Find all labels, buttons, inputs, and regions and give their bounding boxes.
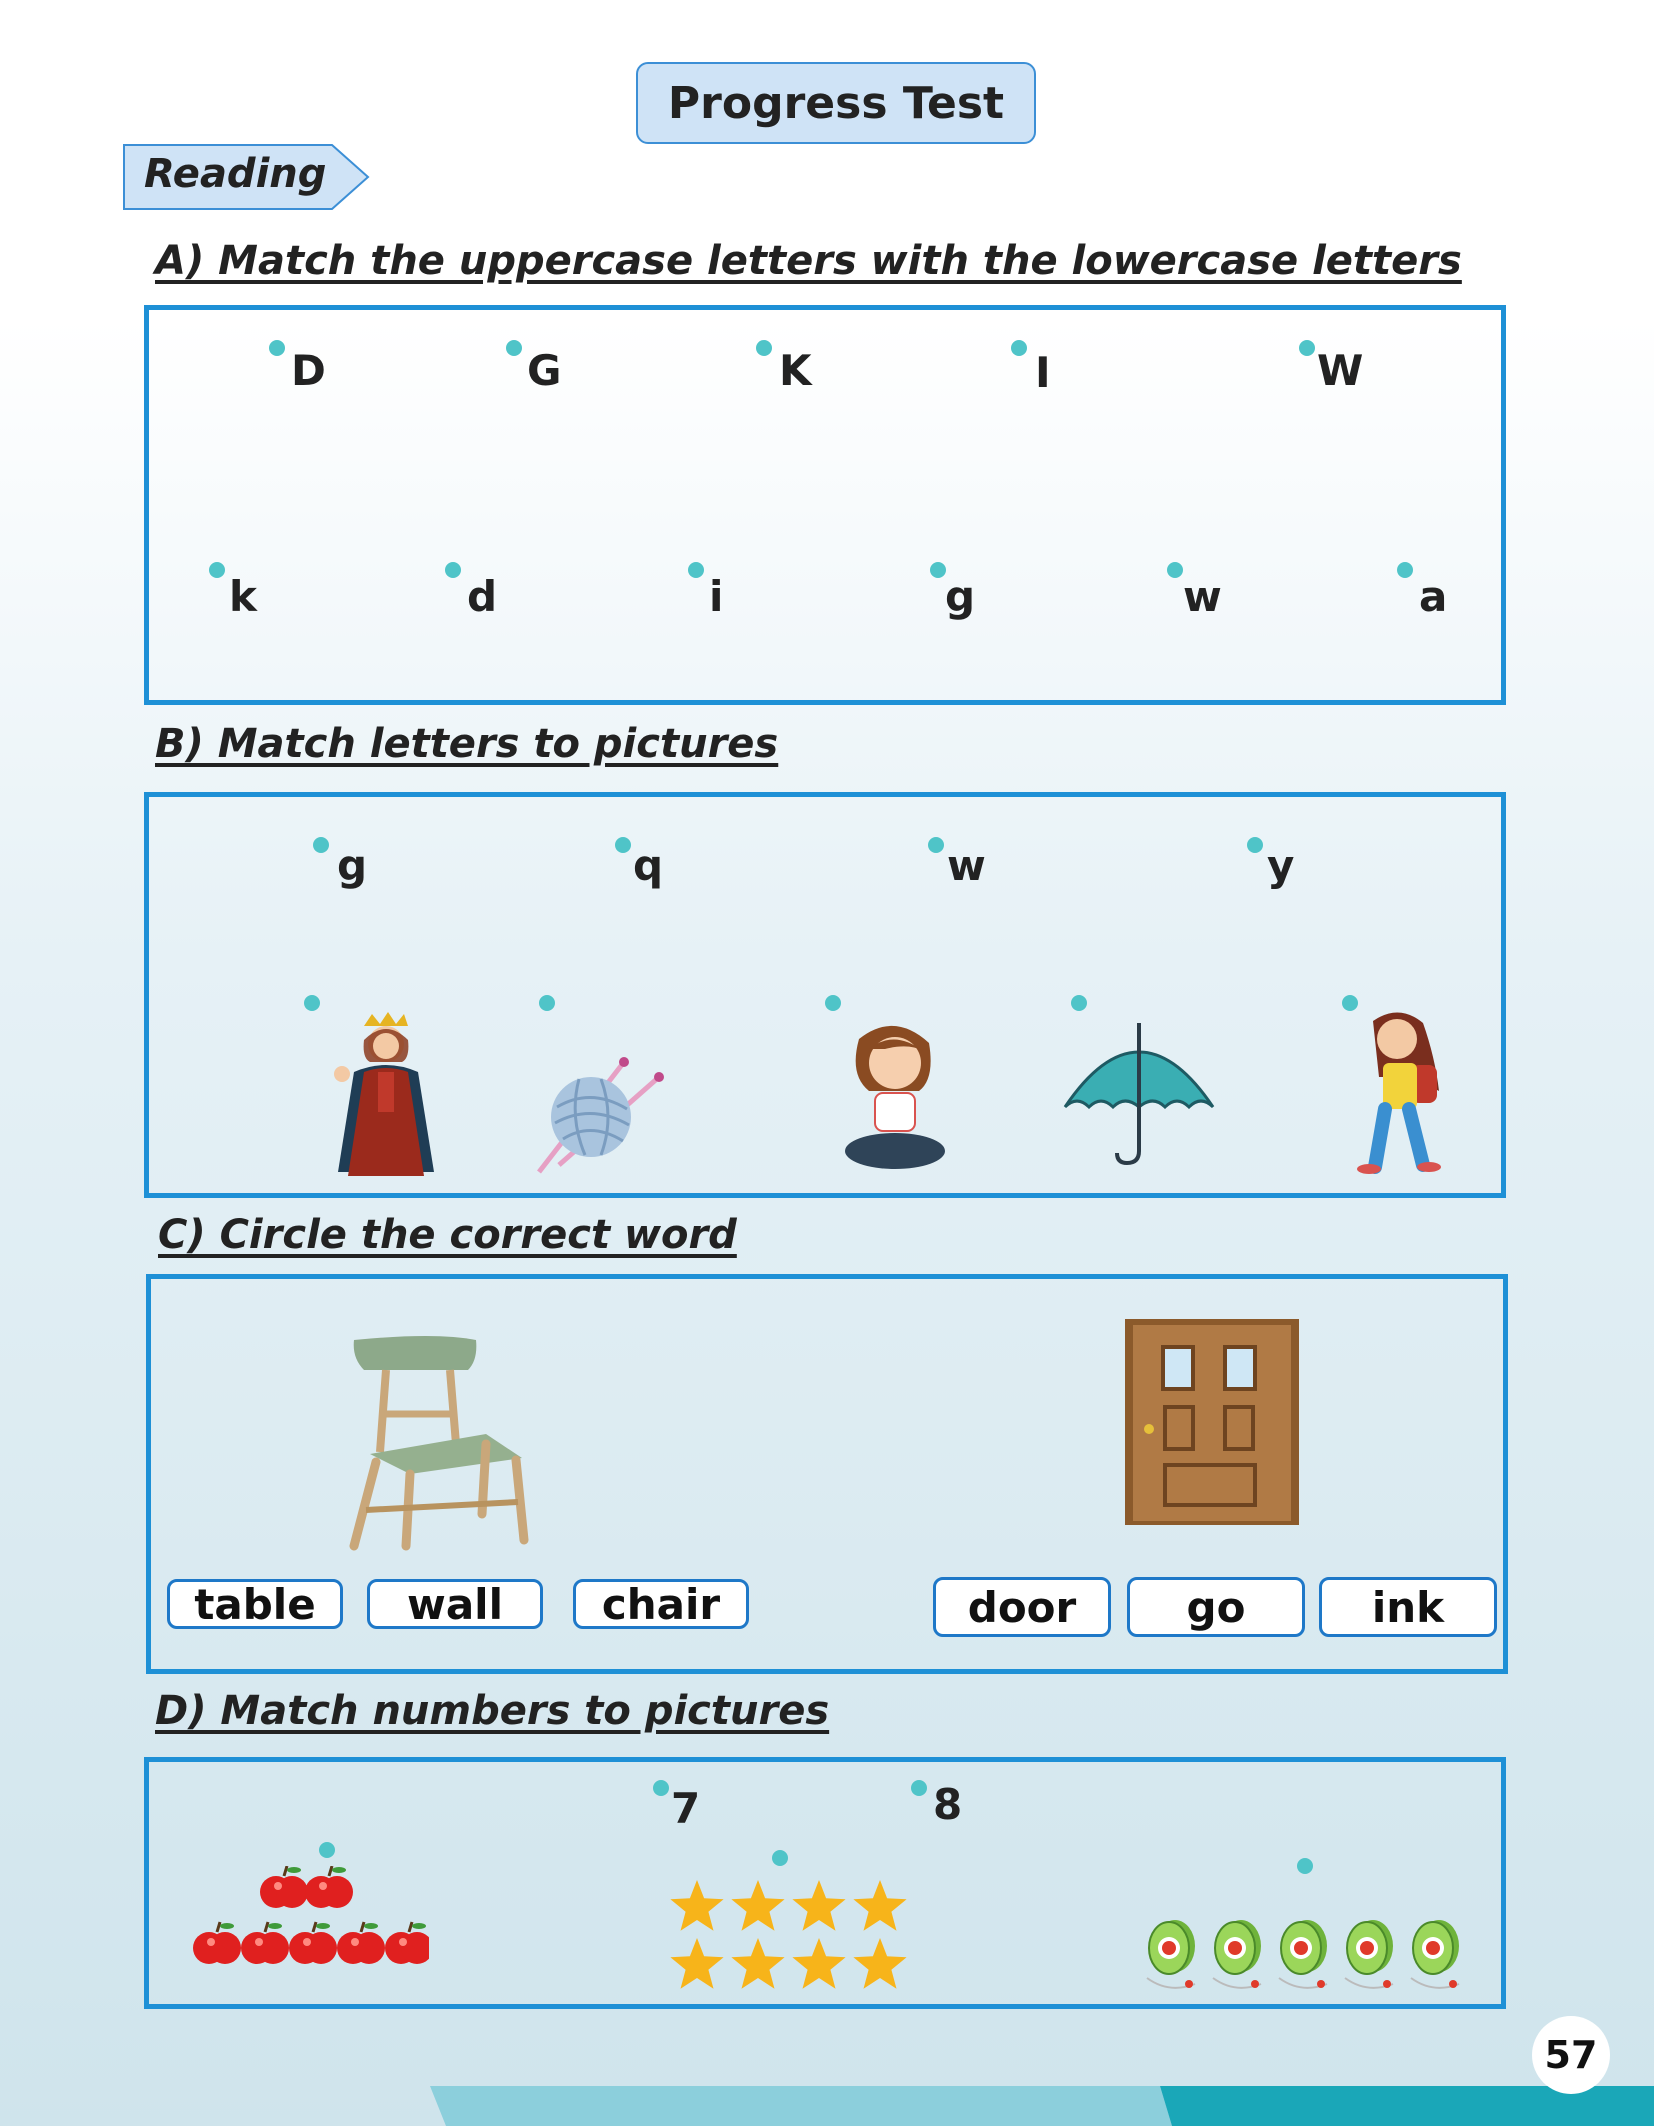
match-dot[interactable]: [319, 1842, 335, 1858]
apple-icon: [193, 1922, 241, 1964]
letter: w: [947, 841, 986, 890]
match-dot[interactable]: [1397, 562, 1413, 578]
yoyo-icon: [1147, 1920, 1195, 1988]
word-option[interactable]: go: [1127, 1577, 1305, 1637]
match-dot[interactable]: [1011, 340, 1027, 356]
star-icon: [731, 1938, 784, 1989]
match-dot[interactable]: [772, 1850, 788, 1866]
star-icon: [792, 1938, 845, 1989]
match-dot[interactable]: [930, 562, 946, 578]
match-dot[interactable]: [209, 562, 225, 578]
yoyo-icon: [1279, 1920, 1327, 1988]
match-dot[interactable]: [445, 562, 461, 578]
section-tag: [122, 143, 372, 211]
uppercase-letter: W: [1317, 346, 1364, 395]
part-d-heading: D) Match numbers to pictures: [155, 1688, 830, 1734]
yoyo-icon: [1345, 1920, 1393, 1988]
match-dot[interactable]: [1071, 995, 1087, 1011]
part-c-heading: C) Circle the correct word: [158, 1212, 737, 1258]
part-c-panel: [146, 1274, 1508, 1674]
page-title: Progress Test: [636, 62, 1036, 144]
apple-icon: [289, 1922, 337, 1964]
lowercase-letter: a: [1419, 572, 1448, 621]
umbrella-icon: [1059, 1017, 1219, 1167]
match-dot[interactable]: [825, 995, 841, 1011]
match-dot[interactable]: [304, 995, 320, 1011]
footer-band: [0, 2086, 1654, 2126]
match-dot[interactable]: [928, 837, 944, 853]
word-option[interactable]: table: [167, 1579, 343, 1629]
lowercase-letter: d: [467, 572, 498, 621]
match-dot[interactable]: [1299, 340, 1315, 356]
star-icon: [670, 1880, 723, 1931]
part-a-panel: [144, 305, 1506, 705]
letter: g: [337, 841, 368, 890]
match-dot[interactable]: [756, 340, 772, 356]
match-dot[interactable]: [911, 1780, 927, 1796]
part-d-panel: [144, 1757, 1506, 2009]
match-dot[interactable]: [506, 340, 522, 356]
uppercase-letter: K: [779, 346, 812, 395]
number-label: 8: [933, 1780, 963, 1829]
part-a-heading: A) Match the uppercase letters with the lowercase letters: [155, 238, 1462, 284]
match-dot[interactable]: [1247, 837, 1263, 853]
apple-group: [189, 1866, 429, 1996]
match-dot[interactable]: [653, 1780, 669, 1796]
girl-walking-icon: [1339, 1007, 1459, 1177]
yoyo-group: [1139, 1912, 1479, 2002]
letter: q: [633, 841, 664, 890]
lowercase-letter: w: [1183, 572, 1222, 621]
word-option[interactable]: chair: [573, 1579, 749, 1629]
word-option[interactable]: ink: [1319, 1577, 1497, 1637]
apple-icon: [385, 1922, 429, 1964]
star-group: [667, 1878, 917, 1998]
apple-icon: [305, 1866, 353, 1908]
word-option[interactable]: wall: [367, 1579, 543, 1629]
word-option[interactable]: door: [933, 1577, 1111, 1637]
star-icon: [792, 1880, 845, 1931]
queen-icon: [324, 1012, 444, 1182]
lowercase-letter: k: [229, 572, 257, 621]
star-icon: [670, 1938, 723, 1989]
yoyo-icon: [1213, 1920, 1261, 1988]
uppercase-letter: I: [1035, 348, 1051, 397]
match-dot[interactable]: [615, 837, 631, 853]
part-b-heading: B) Match letters to pictures: [155, 721, 779, 767]
chair-icon: [346, 1334, 536, 1554]
apple-icon: [260, 1866, 308, 1908]
match-dot[interactable]: [539, 995, 555, 1011]
uppercase-letter: G: [527, 346, 562, 395]
match-dot[interactable]: [269, 340, 285, 356]
part-b-panel: [144, 792, 1506, 1198]
star-icon: [731, 1880, 784, 1931]
yoyo-icon: [1411, 1920, 1459, 1988]
letter: y: [1267, 841, 1295, 890]
section-label: Reading: [144, 151, 327, 197]
apple-icon: [337, 1922, 385, 1964]
star-icon: [853, 1880, 906, 1931]
girl-sitting-icon: [839, 1019, 949, 1179]
match-dot[interactable]: [1167, 562, 1183, 578]
yarn-ball-icon: [529, 1047, 669, 1177]
door-icon: [1125, 1319, 1299, 1525]
uppercase-letter: D: [291, 346, 326, 395]
apple-icon: [241, 1922, 289, 1964]
lowercase-letter: i: [709, 572, 724, 621]
lowercase-letter: g: [945, 572, 976, 621]
number-label: 7: [671, 1784, 701, 1833]
page-number: 57: [1532, 2016, 1610, 2094]
match-dot[interactable]: [313, 837, 329, 853]
match-dot[interactable]: [1297, 1858, 1313, 1874]
match-dot[interactable]: [688, 562, 704, 578]
star-icon: [853, 1938, 906, 1989]
